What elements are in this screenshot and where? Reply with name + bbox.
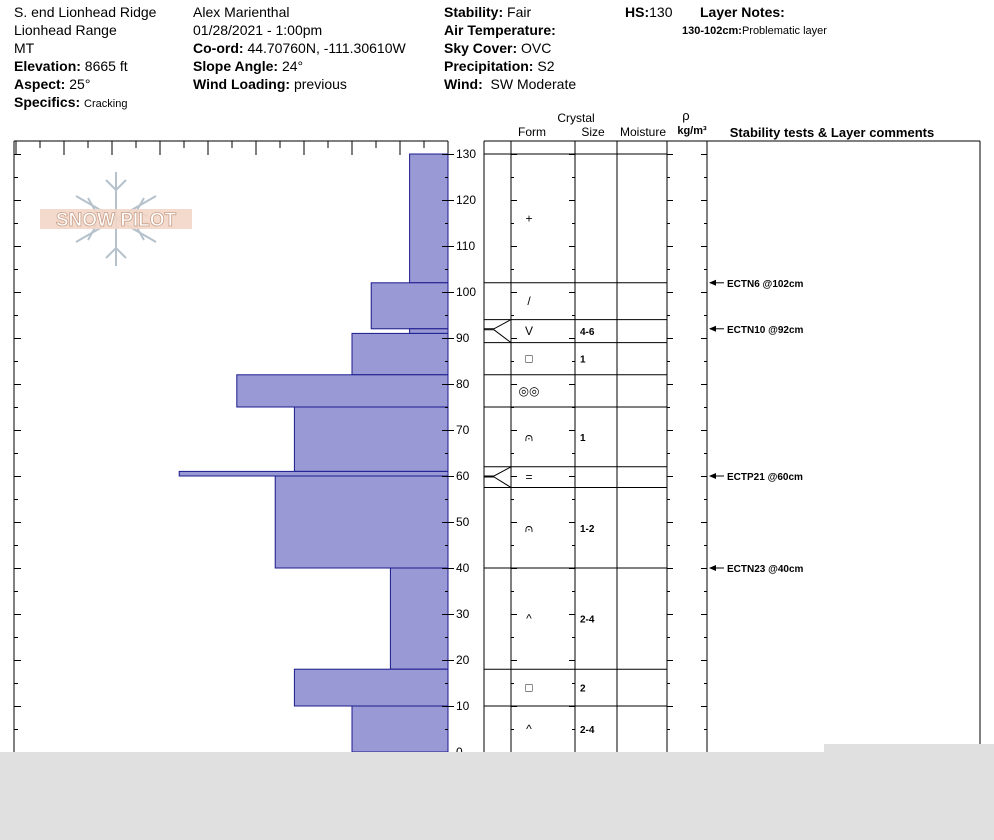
y-axis-tick-label: 120 bbox=[456, 193, 477, 207]
y-axis-tick-label: 130 bbox=[456, 147, 477, 161]
test-arrowhead bbox=[709, 565, 716, 571]
test-label: ECTN6 @102cm bbox=[727, 278, 804, 290]
table-ticks bbox=[511, 155, 707, 753]
specifics-value: Cracking bbox=[84, 98, 128, 110]
observation-datetime: 01/28/2021 - 1:00pm bbox=[193, 22, 323, 38]
y-axis-tick-label: 70 bbox=[456, 423, 470, 437]
hardness-bar bbox=[410, 154, 448, 283]
elevation-value: 8665 ft bbox=[84, 58, 128, 74]
hardness-bar bbox=[294, 407, 448, 471]
y-axis-tick-label: 30 bbox=[456, 607, 470, 621]
hardness-bars bbox=[179, 154, 448, 752]
crystal-form-symbol: = bbox=[525, 470, 533, 485]
snowpilot-logo bbox=[40, 172, 192, 266]
crystal-size: 1-2 bbox=[580, 523, 595, 535]
sky-row: Sky Cover: OVC bbox=[444, 40, 552, 56]
test-arrowhead bbox=[709, 280, 716, 286]
coord-row: Co-ord: 44.70760N, -111.30610W bbox=[193, 40, 406, 56]
hardness-top-ticks bbox=[16, 141, 424, 155]
hardness-bar bbox=[275, 476, 448, 568]
observer-name: Alex Marienthal bbox=[193, 4, 290, 20]
hardness-bar bbox=[410, 329, 448, 334]
wind-value: SW Moderate bbox=[490, 76, 577, 92]
wind-loading-value: previous bbox=[293, 76, 347, 92]
hs-value: 130 bbox=[649, 4, 673, 20]
hardness-bar bbox=[371, 283, 448, 329]
layer-link-top bbox=[484, 320, 511, 329]
header-size: Size bbox=[581, 125, 605, 139]
precip-row: Precipitation: S2 bbox=[444, 58, 555, 74]
y-axis-tick-label: 100 bbox=[456, 285, 477, 299]
crystal-size: 2-4 bbox=[580, 614, 595, 626]
crystal-form-symbol: + bbox=[525, 211, 533, 226]
crystal-size: 4-6 bbox=[580, 327, 595, 339]
bottom-gray-step bbox=[824, 744, 994, 754]
crystal-form-symbol: ⩀ bbox=[524, 429, 534, 444]
header-rho: ρ bbox=[682, 108, 690, 123]
crystal-size: 2-4 bbox=[580, 725, 595, 736]
specifics-row: Specifics: Cracking bbox=[14, 94, 128, 110]
test-arrowhead bbox=[709, 473, 716, 479]
aspect-row: Aspect: 25° bbox=[14, 76, 91, 92]
y-axis-tick-label: 40 bbox=[456, 561, 470, 575]
crystal-table-frame bbox=[484, 141, 980, 752]
crystal-size: 1 bbox=[580, 354, 586, 366]
y-axis-tick-label: 80 bbox=[456, 377, 470, 391]
wind-loading-row: Wind Loading: previous bbox=[193, 76, 347, 92]
crystal-form-symbol: ^ bbox=[526, 722, 532, 736]
y-axis-tick-label: 10 bbox=[456, 699, 470, 713]
hardness-bar bbox=[294, 669, 448, 706]
location-name: S. end Lionhead Ridge bbox=[14, 4, 157, 20]
slope-value: 24° bbox=[281, 58, 304, 74]
y-axis-tick-label: 60 bbox=[456, 469, 470, 483]
layer-links bbox=[484, 320, 511, 488]
crystal-form-symbol: ⩀ bbox=[524, 520, 534, 535]
crystal-size: 2 bbox=[580, 683, 586, 695]
layer-link-bottom bbox=[484, 477, 511, 488]
state-name: MT bbox=[14, 40, 35, 56]
y-axis-tick-label: 90 bbox=[456, 331, 470, 345]
header-form: Form bbox=[518, 125, 546, 139]
hardness-bar bbox=[352, 706, 448, 752]
wind-row: Wind: SW Moderate bbox=[444, 76, 577, 92]
header-crystal: Crystal bbox=[557, 111, 595, 125]
hardness-bar bbox=[352, 333, 448, 374]
crystal-size: 1 bbox=[580, 432, 586, 444]
header-density-unit: kg/m³ bbox=[677, 125, 707, 137]
crystal-form-symbol: / bbox=[527, 294, 531, 309]
layer-note-range: 130-102cm: bbox=[682, 25, 742, 37]
stability-row: Stability: Fair bbox=[444, 4, 532, 20]
header-stability-comments: Stability tests & Layer comments bbox=[729, 125, 935, 140]
y-axis-tick-label: 50 bbox=[456, 515, 470, 529]
layer-link-top bbox=[484, 467, 511, 476]
hardness-left-ticks bbox=[14, 155, 21, 753]
hs-label: HS: bbox=[625, 4, 650, 20]
aspect-value: 25° bbox=[69, 76, 91, 92]
hardness-bar bbox=[390, 568, 448, 669]
bottom-gray-area bbox=[0, 752, 994, 840]
air-temp-row: Air Temperature: bbox=[444, 22, 556, 38]
y-axis-tick-label: 110 bbox=[456, 239, 476, 253]
test-label: ECTN23 @40cm bbox=[727, 564, 804, 575]
coord-value: 44.70760N, -111.30610W bbox=[247, 40, 406, 56]
layer-notes-label: Layer Notes: bbox=[700, 4, 785, 20]
layer-link-bottom bbox=[484, 330, 511, 343]
slope-row: Slope Angle: 24° bbox=[193, 58, 304, 74]
sky-value: OVC bbox=[521, 40, 552, 56]
crystal-form-symbol: ◎◎ bbox=[518, 383, 540, 398]
test-label: ECTN10 @92cm bbox=[727, 324, 804, 336]
precip-value: S2 bbox=[537, 58, 555, 74]
y-axis-tick-label: 20 bbox=[456, 653, 470, 667]
hardness-bar bbox=[237, 375, 448, 407]
range-name: Lionhead Range bbox=[14, 22, 117, 38]
test-arrowhead bbox=[709, 326, 716, 332]
crystal-form-symbol: □ bbox=[525, 680, 533, 695]
crystal-form-symbol: V bbox=[524, 324, 534, 339]
stability-value: Fair bbox=[507, 4, 532, 20]
header-moisture: Moisture bbox=[619, 125, 667, 139]
stability-test-results bbox=[709, 279, 804, 575]
layer-note-text: Problematic layer bbox=[741, 25, 827, 37]
crystal-form-symbol: ^ bbox=[526, 611, 532, 626]
elevation-row: Elevation: 8665 ft bbox=[14, 58, 128, 74]
hardness-bar bbox=[179, 471, 448, 476]
test-label: ECTP21 @60cm bbox=[727, 472, 803, 483]
crystal-form-symbol: □ bbox=[525, 351, 533, 366]
logo-text: SNOW PILOT bbox=[55, 210, 177, 231]
